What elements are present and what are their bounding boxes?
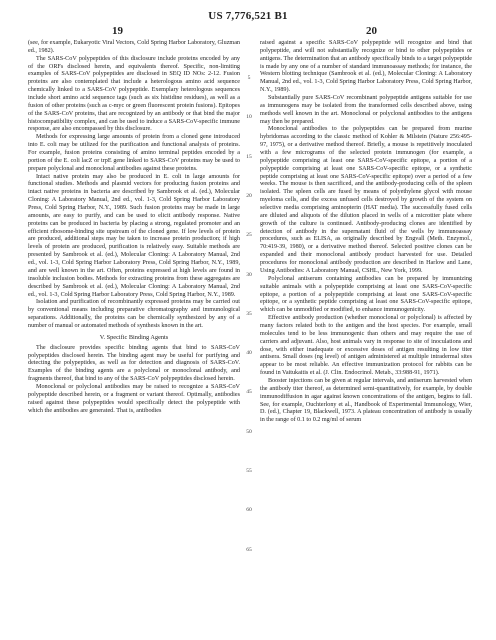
page-number-right: 20: [366, 25, 377, 37]
paragraph: Substantially pure SARS-CoV recombinant polypeptide antigens suitable for use as immunogens may be isolated from the transformed cells described above, using methods well known in the art. Monoclonal or polyclonal antibodies to the antigens may then be prepared.: [260, 95, 472, 125]
paragraph: Effective antibody production (whether monoclonal or polyclonal) is affected by many factors related both to the antigen and the host species. For example, small molecules tend to be less immunogenic than others and may require the use of carriers and adjuvant. Also, host animals vary in response to site of inoculations and dose, with either inadequate or excessive doses of antigen resulting in low titer antisera. Small doses (ng level) of antigen administered at multiple intradermal sites appear to be most reliable. An effective immunization protocol for rabbits can be found in Vaitukaitis et al. (J. Clin. Endocrinol. Metab., 33:988-91, 1971).: [260, 315, 472, 377]
line-number: 65: [246, 546, 252, 553]
line-number: 30: [246, 271, 252, 278]
paragraph: Monoclonal or polyclonal antibodies may be raised to recognize a SARS-CoV polypeptide described herein, or a fragment or variant thereof. Optimally, antibodies raised against these polypeptides would specifically detect the polypeptide with which the antibodies are generated. That is, antibodies: [28, 383, 240, 414]
section-heading: V. Specific Binding Agents: [99, 333, 169, 341]
page-number-left: 19: [112, 25, 123, 37]
paragraph: Booster injections can be given at regular intervals, and antiserum harvested when the antibody titer thereof, as determined semi-quantitatively, for example, by double immunodiffusion in agar against known concentrations of the antigen, begins to fall. See, for example, Ouchterlony et al., Handbook of Experimental Immunology, Wier, D. (ed.), Chapter 19, Blackwell, 1973. A plateau concentration of antibody is usually in the range of 0.1 to 0.2 mg/ml of serum: [260, 377, 472, 424]
line-number: 20: [246, 192, 252, 199]
right-column: [260, 40, 472, 425]
line-number: 15: [246, 153, 252, 160]
paragraph: (see, for example, Eukaryotic Viral Vectors, Cold Spring Harbor Laboratory, Gluzman ed., 1982).: [28, 40, 240, 54]
line-number: 10: [246, 114, 252, 121]
line-number: 5: [247, 75, 251, 81]
paragraph: Isolation and purification of recombinantly expressed proteins may be carried out by conventional means including preparative chromatography and immunological separations. Additionally, the proteins can be chemically synthesized by any of a number of manual or automated methods of synthesis known in the art.: [28, 299, 240, 329]
line-number: 55: [246, 468, 252, 474]
paragraph: The SARS-CoV polypeptides of this disclosure include proteins encoded by any of the ORFs disclosed herein, and equivalents thereof. Specific, non-limiting examples of SARS-CoV polypeptides are disclosed in SEQ ID NOs: 2-12. Fusion proteins are also contemplated that include a heterologous amino acid sequence chemically linked to a SARS-CoV polypeptide. Exemplary heterologous sequences include short amino acid sequence tags (such as six histidine residues), as well as a fusion of other proteins (such as c-myc or green fluorescent protein fusions). Epitopes of the SARS-CoV proteins, that are recognized by an antibody or that bind the major histocompatibility complex, and can be used to induce a SARS-CoV-specific immune response, are also encompassed by this disclosure.: [28, 55, 240, 133]
line-number: 40: [246, 350, 252, 357]
paragraph: Intact native protein may also be produced in E. coli in large amounts for functional studies. Methods and plasmid vectors for producing fusion proteins and intact native proteins in bacteria are described by Sambrook et al. (ed.), Molecular Cloning: A Laboratory Manual, 2nd ed., vol. 1-3, Cold Spring Harbor Laboratory Press, Cold Spring Harbor, N.Y., 1989. Such fusion proteins may be made in large amounts, are easy to purify, and can be used to elicit antibody response. Native proteins can be produced in bacteria by placing a strong, regulated promoter and an efficient ribosome-binding site upstream of the cloned gene. If low levels of protein are produced, additional steps may be taken to increase protein production; if high levels of protein are produced, purification is relatively easy. Suitable methods are presented by Sambrook et al. (ed.), Molecular Cloning: A Laboratory Manual, 2nd ed., vol. 1-3, Cold Spring Harbor Laboratory Press, Cold Spring Harbor, N.Y., 1989, and are well known in the art. Often, proteins expressed at high levels are found in insoluble inclusion bodies. Methods for extracting proteins from these aggregates are described by Sambrook et al. (ed.), Molecular Cloning: A Laboratory Manual, 2nd ed., vol. 1-3, Cold Spring Harbor Laboratory Press, Cold Spring Harbor, N.Y., 1989.: [28, 173, 240, 298]
line-number: 60: [246, 507, 252, 514]
paragraph: Monoclonal antibodies to the polypeptides can be prepared from murine hybridomas according to the classic method of Kohler & Milstein (Nature 256:495-97, 1975), or a derivative method thereof. Briefly, a mouse is repetitively inoculated with a few micrograms of the selected protein immunogen (for example, a polypeptide comprising at least one SARS-CoV-specific epitope, a portion of a polypeptide comprising at least one SARS-CoV-specific epitope, or a synthetic peptide comprising at least one SARS-CoV-specific epitope) over a period of a few weeks. The mouse is then sacrificed, and the antibody-producing cells of the spleen isolated. The spleen cells are fused by means of polyethylene glycol with mouse myeloma cells, and the excess unfused cells destroyed by growth of the system on selective media comprising aminopterin (HAT media). The successfully fused cells are diluted and aliquots of the dilution placed in wells of a microtiter plate where growth of the culture is continued. Antibody-producing clones are identified by detection of antibody in the supernatant fluid of the wells by immunoassay procedures, such as ELISA, as originally described by Engvall (Meth. Enzymol., 70:419-39, 1980), or a derivative method thereof. Selected positive clones can be expanded and their monoclonal antibody product harvested for use. Detailed procedures for monoclonal antibody production are described in Harlow and Lane, Using Antibodies: A Laboratory Manual, CSHL, New York, 1999.: [260, 126, 472, 274]
line-number: 50: [246, 428, 252, 435]
line-number: 25: [246, 232, 252, 239]
paragraph: The disclosure provides specific binding agents that bind to SARS-CoV polypeptides disclosed herein. The binding agent may be useful for purifying and detecting the polypeptides, as well as for detection and diagnosis of SARS-CoV. Examples of the binding agents are a polyclonal or monoclonal antibody, and fragments thereof, that bind to any of the SARS-CoV polypeptides disclosed herein.: [28, 344, 240, 383]
line-number: 35: [246, 310, 252, 317]
paragraph: Methods for expressing large amounts of protein from a cloned gene introduced into E. coli may be utilized for the purification and functional analysis of proteins. For example, fusion proteins consisting of amino terminal peptides encoded by a portion of the E. coli lacZ or trpE gene linked to SARS-CoV proteins may be used to prepare polyclonal and monoclonal antibodies against these proteins.: [28, 134, 240, 172]
paragraph: Polyclonal antiserum containing antibodies can be prepared by immunizing suitable animals with a polypeptide comprising at least one SARS-CoV-specific epitope, a portion of a polypeptide comprising at least one SARS-CoV-specific epitope, or a synthetic peptide comprising at least one SARS-CoV-specific epitope, which can be unmodified or modified, to enhance immunogenicity.: [260, 275, 472, 314]
left-column: [28, 40, 240, 415]
paragraph: raised against a specific SARS-CoV polypeptide will recognize and bind that polypeptide, and will not substantially recognize or bind to other polypeptides or antigens. The determination that an antibody specifically binds to a target polypeptide is made by any one of a number of standard immunoassay methods; for instance, the Western blotting technique (Sambrook et al. (ed.), Molecular Cloning: A Laboratory Manual, 2nd ed., vol. 1-3, Cold Spring Harbor Laboratory Press, Cold Spring Harbor, N.Y., 1989).: [260, 40, 472, 94]
patent-number: US 7,776,521 B1: [208, 10, 288, 22]
line-number: 45: [246, 389, 252, 396]
